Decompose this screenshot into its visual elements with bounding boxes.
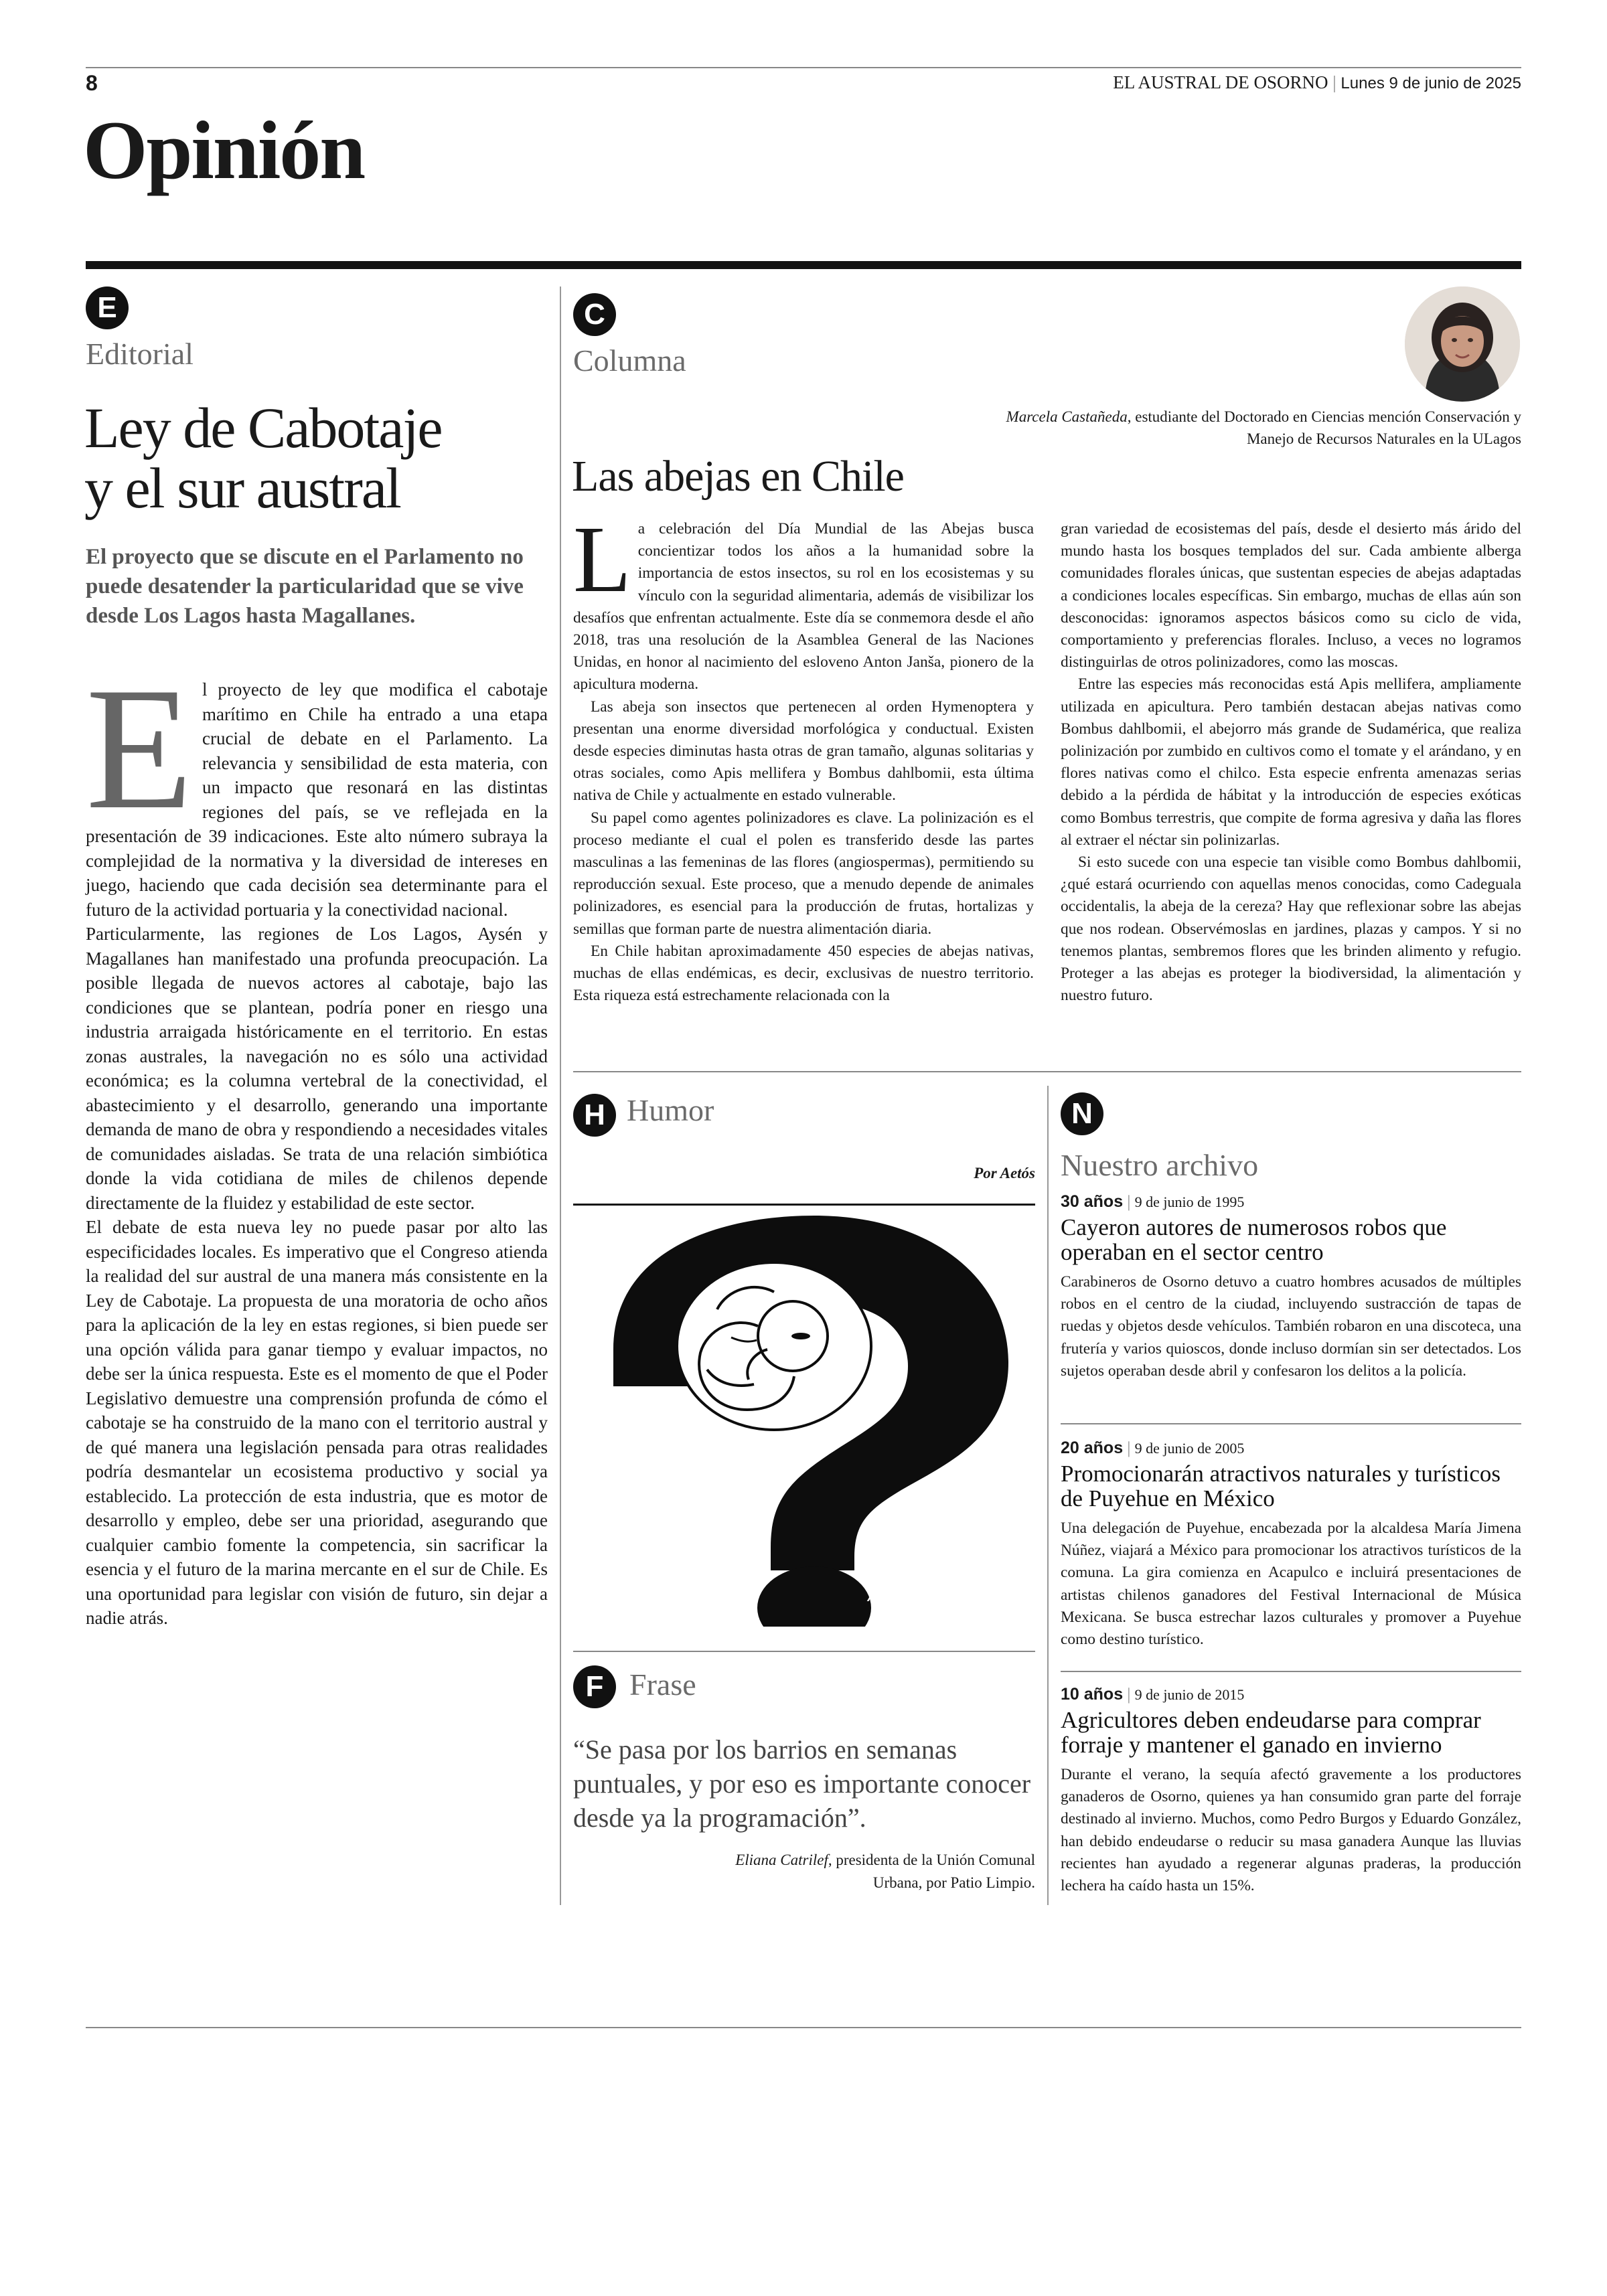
column-paragraph-2: Las abeja son insectos que pertenecen al orden Hymenoptera y presentan una enorme diversidad morfológica y conductual. Existen desde especies diminutas hasta otras de gran tamaño, algunas solitarias y otras sociales, como Apis mellifera y Bombus dahlbomii, esta última nativa de Chile y actualmente en estado vulnerable. bbox=[573, 698, 1034, 805]
section-thick-rule bbox=[86, 261, 1521, 269]
issue-date: Lunes 9 de junio de 2025 bbox=[1341, 74, 1521, 92]
header-top-rule bbox=[86, 67, 1521, 68]
column-paragraph-6: Entre las especies más reconocidas está Apis mellifera, ampliamente utilizada en apicultura. Pero también destacan abejas nativas como Bombus dahlbomii, el abejorro más grande de Sudamérica, que realiza polinización por zumbido en cultivos como el tomate y el arándano, y en flores nativas como el chilco. Esta especie enfrenta amenazas serias debido a la pérdida de hábitat y la introducción de especies exóticas como Bombus terrestris, que compite de forma agresiva y daña las flores al extraer el néctar sin polinizarlas. bbox=[1061, 675, 1521, 849]
footer-rule bbox=[86, 2027, 1521, 2028]
frase-author-bio: , presidenta de la Unión Comunal Urbana, por Patio Limpio. bbox=[828, 1852, 1035, 1891]
frase-quote: “Se pasa por los barrios en semanas puntuales, y por eso es importante conocer desde ya la programación”. bbox=[573, 1734, 1031, 1833]
archive-item-1-text: Carabineros de Osorno detuvo a cuatro hombres acusados de múltiples robos en el centro de la ciudad, incluyendo sustracción de tapas de ruedas y objetos desde vehículos. También robaron en una discoteca, una frutería y varios quioscos, donde incluso dormían sin ser detectados. Los sujetos operaban desde abril y confesaron los delitos a la policía. bbox=[1061, 1273, 1521, 1380]
humor-byline: Por Aetós bbox=[974, 1165, 1035, 1181]
archive-item-2-text: Una delegación de Puyehue, encabezada por la alcaldesa María Jimena Núñez, viajará a México para promocionar los atractivos turísticos de la comuna. La gira comienza en Acapulco e incluirá presentaciones de artistas chilenos ganadores del Festival Internacional de Música Mexicana. Se busca estrechar lazos culturales y promover a Puyehue como destino turístico. bbox=[1061, 1520, 1521, 1649]
column-bottom-rule bbox=[573, 1071, 1521, 1072]
column-paragraph-5: gran variedad de ecosistemas del país, desde el desierto más árido del mundo hasta los bosques templados del sur. Cada ambiente alberga comunidades florales únicas, que sustentan especies de abejas adaptadas a condiciones locales específicas. Sin embargo, muchas de ellas aún son desconocidas: ignoramos aspectos básicos como su ciclo de vida, comportamiento y preferencias florales. Incluso, a veces no logramos distinguirlas de otros polinizadores, como las moscas. bbox=[1061, 520, 1521, 671]
frase-badge: F bbox=[573, 1665, 616, 1708]
newspaper-name: EL AUSTRAL DE OSORNO bbox=[1113, 72, 1328, 92]
editorial-badge: E bbox=[86, 286, 129, 329]
frase-label: Frase bbox=[629, 1667, 696, 1702]
archive-item-3-headline: Agricultores deben endeudarse para comprar forraje y mantener el ganado en invierno bbox=[1061, 1707, 1481, 1758]
editorial-headline-line2: y el sur austral bbox=[84, 456, 400, 520]
author-portrait-icon bbox=[1405, 286, 1520, 402]
dateline-separator: | bbox=[1328, 72, 1341, 92]
editorial-headline bbox=[84, 398, 442, 518]
column-paragraph-1: La celebración del Día Mundial de las Abejas busca concientizar todos los años a la humanidad sobre la importancia de estos insectos, su rol en los ecosistemas y su vínculo con la seguridad alimentaria, además de visibilizar los desafíos que enfrentan actualmente. Este día se conmemora desde el año 2018, tras una resolución de la Asamblea General de las Naciones Unidas, en honor al nacimiento del esloveno Anton Janša, pionero de la apicultura moderna. bbox=[573, 506, 1034, 693]
editorial-body bbox=[86, 651, 548, 1631]
column-author-name: Marcela Castañeda bbox=[1006, 408, 1128, 425]
editorial-paragraph-1-text: l proyecto de ley que modifica el cabotaje marítimo en Chile ha entrado a una etapa crucial de debate en el Parlamento. La relevancia y sensibilidad de esta materia, con un impacto que resonará en las distintas regiones del país, se ve reflejada en la presentación de 39 indicaciones. Este alto número subraya la complejidad de la normativa y la diversidad de intereses en juego, haciendo que cada decisión sea determinante para el futuro de la actividad portuaria y la conectividad nacional. bbox=[86, 679, 548, 920]
page-number: 8 bbox=[86, 71, 98, 95]
humor-badge: H bbox=[573, 1094, 616, 1137]
editorial-paragraph-2: Particularmente, las regiones de Los Lagos, Aysén y Magallanes han manifestado una profunda preocupación. La posible llegada de nuevos actores al cabotaje, bajo las condiciones que se plantean, podría poner en riesgo una industria arraigada históricamente en el territorio. En estas zonas australes, la navegación no es sólo una actividad económica; es la columna vertebral de la conectividad, el abastecimiento y el desarrollo, generando una importante demanda de mano de obra y respondiendo a necesidades vitales de comunidades aisladas. Se trata de una relación simbiótica donde la vida cotidiana de miles de chilenos depende directamente de la fluidez y estabilidad de este sector. bbox=[86, 924, 548, 1213]
cartoonist-signature: AETÓS bbox=[868, 1585, 927, 1605]
editorial-lead: El proyecto que se discute en el Parlamento no puede desatender la particularidad que se vive desde Los Lagos hasta Magallanes. bbox=[86, 545, 524, 628]
humor-bottom-rule bbox=[573, 1651, 1035, 1652]
humor-top-rule bbox=[573, 1204, 1035, 1206]
column-label: Columna bbox=[573, 343, 686, 378]
frase-author-name: Eliana Catrilef bbox=[735, 1852, 828, 1868]
column-badge: C bbox=[573, 293, 616, 336]
column-paragraph-3: Su papel como agentes polinizadores es clave. La polinización es el proceso mediante el cual el polen es transferido desde las partes masculinas a las femeninas de las flores (angiospermas), permitiendo su reproducción sexual. Este proceso, que a menudo depende de animales polinizadores, es esencial para la producción de frutas, hortalizas y semillas que forman parte de nuestra alimentación diaria. bbox=[573, 809, 1034, 938]
archive-item-2-meta: 20 años | 9 de junio de 2005 bbox=[1061, 1439, 1245, 1457]
archive-label: Nuestro archivo bbox=[1061, 1148, 1259, 1182]
author-photo bbox=[1405, 286, 1520, 402]
archive-item-3 bbox=[1061, 1684, 1521, 1897]
column-paragraph-4: En Chile habitan aproximadamente 450 especies de abejas nativas, muchas de ellas endémicas, es decir, exclusivas de nuestro territorio. Esta riqueza está estrechamente relacionada con la bbox=[573, 942, 1034, 1005]
column-drop-cap: L bbox=[573, 506, 631, 612]
masthead-dateline bbox=[1113, 72, 1521, 93]
editorial-paragraph-1 bbox=[86, 651, 548, 922]
column-headline: Las abejas en Chile bbox=[572, 452, 904, 501]
archive-divider-1 bbox=[1061, 1423, 1521, 1424]
vertical-divider-right bbox=[1047, 1086, 1049, 1905]
editorial-drop-cap: E bbox=[86, 651, 194, 845]
archive-item-1 bbox=[1061, 1192, 1521, 1382]
archive-divider-2 bbox=[1061, 1671, 1521, 1672]
archive-item-2 bbox=[1061, 1438, 1521, 1651]
archive-item-3-meta: 10 años | 9 de junio de 2015 bbox=[1061, 1685, 1245, 1704]
editorial-headline-line1: Ley de Cabotaje bbox=[84, 396, 442, 460]
humor-label: Humor bbox=[627, 1093, 714, 1127]
column-author-credit bbox=[1004, 406, 1521, 450]
column-body-right bbox=[1061, 518, 1521, 1007]
archive-item-3-text: Durante el verano, la sequía afectó gravemente a los productores ganaderos de Osorno, quienes ya han consumido gran parte del forraje destinado al invierno. Muchos, como Pedro Burgos y Eduardo González, han debido endeudarse o reducir su masa ganadera Aunque las lluvias recientes han ayudado a regenerar algunas praderas, la producción lechera ha caído hasta un 15%. bbox=[1061, 1766, 1521, 1895]
archive-item-2-headline: Promocionarán atractivos naturales y turísticos de Puyehue en México bbox=[1061, 1461, 1501, 1511]
archive-badge: N bbox=[1061, 1092, 1103, 1135]
section-title: Opinión bbox=[83, 104, 365, 196]
editorial-paragraph-3: El debate de esta nueva ley no puede pasar por alto las especificidades locales. Es imperativo que el Congreso atienda la realidad del sur austral de una manera más consistente en la Ley de Cabotaje. La propuesta de una moratoria de ocho años para la aplicación de la ley en estas regiones, si bien puede ser una opción válida para ganar tiempo y evaluar impactos, no debe ser la única respuesta. Este es el momento de que el Poder Legislativo demuestre una comprensión profunda de cómo el cabotaje se ha construido de la mano con el territorio austral y de qué manera una legislación pensada para otras realidades podría desmantelar un ecosistema productivo y social ya establecido. La protección de esta industria, que es motor de desarrollo y empleo, debe ser una prioridad, asegurando que cualquier cambio fomente la competencia, sin sacrificar la esencia y el futuro de la marina mercante en el sur de Chile. Es una oportunidad para legislar con visión de futuro, sin dejar a nadie atrás. bbox=[86, 1217, 548, 1628]
frase-author-credit bbox=[683, 1849, 1035, 1894]
column-paragraph-7: Si esto sucede con una especie tan visible como Bombus dahlbomii, ¿qué estará ocurriendo con aquellas menos conocidas, como Cadeguala occidentalis, la abeja de la cereza? Hay que reflexionar sobre las abejas que nos rodean. Observémoslas en jardines, plazas y campos. Y si no tenemos plantas, sembremos flores que les brinden alimento y refugio. Proteger a las abejas es proteger la biodiversidad, la alimentación y nuestro futuro. bbox=[1061, 853, 1521, 1005]
column-body-left bbox=[573, 506, 1034, 1007]
question-mark-fetus-cartoon-icon bbox=[573, 1209, 1035, 1627]
archive-item-1-meta: 30 años | 9 de junio de 1995 bbox=[1061, 1192, 1245, 1211]
editorial-label: Editorial bbox=[86, 337, 194, 371]
vertical-divider-left bbox=[560, 286, 561, 1905]
column-author-bio: , estudiante del Doctorado en Ciencias mención Conservación y Manejo de Recursos Naturales en la ULagos bbox=[1127, 408, 1521, 447]
humor-cartoon bbox=[573, 1209, 1035, 1627]
archive-item-1-headline: Cayeron autores de numerosos robos que operaban en el sector centro bbox=[1061, 1214, 1447, 1265]
